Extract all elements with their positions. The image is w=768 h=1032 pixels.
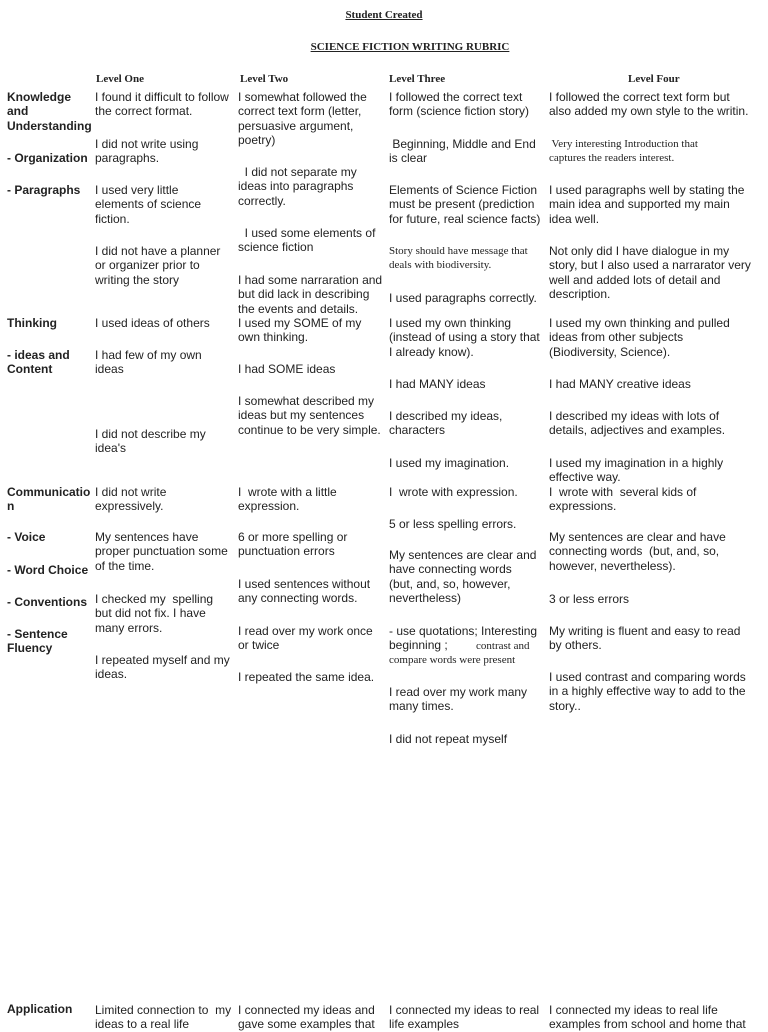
communication-l3-cell: My sentences are clear and have connecting words (but, and, so, however, nevertheless) bbox=[389, 548, 537, 606]
knowledge-l3-cell: Story should have message that deals with biodiversity. bbox=[389, 245, 528, 271]
thinking-l4-cell: I described my ideas with lots of details, adjectives and examples. bbox=[549, 409, 726, 438]
thinking-l2-cell: I somewhat described my ideas but my sentences continue to be very simple. bbox=[238, 394, 381, 437]
application-l1-cell: Limited connection to my ideas to a real life bbox=[95, 1003, 232, 1032]
knowledge-l3-cell: Beginning, Middle and End is clear bbox=[389, 137, 536, 166]
communication-l3-cell: - use quotations; Interesting beginning ; bbox=[389, 624, 538, 653]
communication-l4-cell: 3 or less errors bbox=[549, 592, 630, 606]
communication-l1-cell: I repeated myself and my ideas. bbox=[95, 653, 230, 682]
communication-l3-cell: contrast and compare words were present bbox=[389, 640, 530, 666]
thinking-l4-cell: I used my own thinking and pulled ideas from other subjects (Biodiversity, Science). bbox=[549, 316, 730, 359]
knowledge-l1-cell: I did not have a planner or organizer prior to writing the story bbox=[95, 244, 221, 287]
communication-l3-cell: I did not repeat myself bbox=[389, 732, 508, 746]
thinking-l4-cell: I used my imagination in a highly effective way. bbox=[549, 456, 724, 485]
thinking-l1-cell: I did not describe my idea's bbox=[95, 427, 206, 456]
row-label-application: Application bbox=[7, 1002, 73, 1016]
communication-l4-cell: I wrote with several kids of expressions. bbox=[549, 485, 697, 514]
row-label-knowledge: Knowledge and Understanding bbox=[7, 90, 92, 133]
communication-l2-cell: 6 or more spelling or punctuation errors bbox=[238, 530, 348, 559]
knowledge-l2-cell: I did not separate my ideas into paragraphs correctly. bbox=[238, 165, 357, 208]
knowledge-l1-cell: I found it difficult to follow the correct format. bbox=[95, 90, 229, 119]
thinking-l1-cell: I used ideas of others bbox=[95, 316, 210, 330]
knowledge-l2-cell: I used some elements of science fiction bbox=[238, 226, 376, 255]
row-label-communication: Communicatio n bbox=[7, 485, 91, 514]
knowledge-l3-cell: Elements of Science Fiction must be present (prediction for future, real science facts) bbox=[389, 183, 541, 226]
communication-l1-cell: My sentences have proper punctuation some of the time. bbox=[95, 530, 228, 573]
communication-l2-cell: I wrote with a little expression. bbox=[238, 485, 337, 514]
communication-l2-cell: I read over my work once or twice bbox=[238, 624, 373, 653]
communication-l1-cell: I checked my spelling but did not fix. I have many errors. bbox=[95, 592, 214, 635]
document-title: Student Created bbox=[345, 9, 423, 21]
communication-l4-cell: My writing is fluent and easy to read by others. bbox=[549, 624, 741, 653]
row-label-ideas: - ideas and Content bbox=[7, 348, 70, 377]
communication-l3-cell: 5 or less spelling errors. bbox=[389, 517, 517, 531]
column-header-level-four: Level Four bbox=[628, 73, 680, 85]
thinking-l2-cell: I had SOME ideas bbox=[238, 362, 336, 376]
communication-l3-cell: I wrote with expression. bbox=[389, 485, 518, 499]
row-label-voice: - Voice bbox=[7, 530, 46, 544]
thinking-l3-cell: I used my imagination. bbox=[389, 456, 510, 470]
application-l2-cell: I connected my ideas and gave some examples that bbox=[238, 1003, 375, 1032]
knowledge-l3-cell: I followed the correct text form (science fiction story) bbox=[389, 90, 530, 119]
thinking-l2-cell: I used my SOME of my own thinking. bbox=[238, 316, 362, 345]
row-label-paragraphs: - Paragraphs bbox=[7, 183, 81, 197]
thinking-l3-cell: I had MANY ideas bbox=[389, 377, 486, 391]
knowledge-l3-cell: I used paragraphs correctly. bbox=[389, 291, 537, 305]
knowledge-l4-cell: I used paragraphs well by stating the main idea and supported my main idea well. bbox=[549, 183, 745, 226]
thinking-l4-cell: I had MANY creative ideas bbox=[549, 377, 691, 391]
knowledge-l1-cell: I used very little elements of science fiction. bbox=[95, 183, 202, 226]
knowledge-l1-cell: I did not write using paragraphs. bbox=[95, 137, 199, 166]
communication-l2-cell: I repeated the same idea. bbox=[238, 670, 375, 684]
column-header-level-three: Level Three bbox=[389, 73, 446, 85]
knowledge-l4-cell: Not only did I have dialogue in my story, but I also used a narrarator very well and added lots of detail and description. bbox=[549, 244, 751, 302]
row-label-word-choice: - Word Choice bbox=[7, 563, 89, 577]
communication-l3-cell: I read over my work many many times. bbox=[389, 685, 528, 714]
application-l3-cell: I connected my ideas to real life examples bbox=[389, 1003, 540, 1032]
column-header-level-two: Level Two bbox=[240, 73, 289, 85]
document-subtitle: SCIENCE FICTION WRITING RUBRIC bbox=[310, 41, 510, 53]
communication-l4-cell: My sentences are clear and have connecting words (but, and, so, however, nevertheless). bbox=[549, 530, 726, 573]
knowledge-l4-cell: I followed the correct text form but also added my own style to the writin. bbox=[549, 90, 749, 119]
communication-l2-cell: I used sentences without any connecting words. bbox=[238, 577, 371, 606]
communication-l1-cell: I did not write expressively. bbox=[95, 485, 167, 514]
knowledge-l2-cell: I somewhat followed the correct text form (letter, persuasive argument, poetry) bbox=[238, 90, 367, 148]
knowledge-l2-cell: I had some narraration and but did lack in describing the events and details. bbox=[238, 273, 383, 316]
knowledge-l4-cell: Very interesting Introduction that captures the readers interest. bbox=[549, 138, 698, 164]
thinking-l1-cell: I had few of my own ideas bbox=[95, 348, 202, 377]
row-label-conventions: - Conventions bbox=[7, 595, 87, 609]
row-label-thinking: Thinking bbox=[7, 316, 57, 330]
thinking-l3-cell: I used my own thinking (instead of using a story that I already know). bbox=[389, 316, 540, 359]
application-l4-cell: I connected my ideas to real life examples from school and home that bbox=[549, 1003, 746, 1032]
thinking-l3-cell: I described my ideas, characters bbox=[389, 409, 503, 438]
column-header-level-one: Level One bbox=[96, 73, 144, 85]
row-label-organization: - Organization bbox=[7, 151, 88, 165]
communication-l4-cell: I used contrast and comparing words in a highly effective way to add to the story.. bbox=[549, 670, 746, 713]
row-label-sentence-fluency: - Sentence Fluency bbox=[7, 627, 68, 656]
